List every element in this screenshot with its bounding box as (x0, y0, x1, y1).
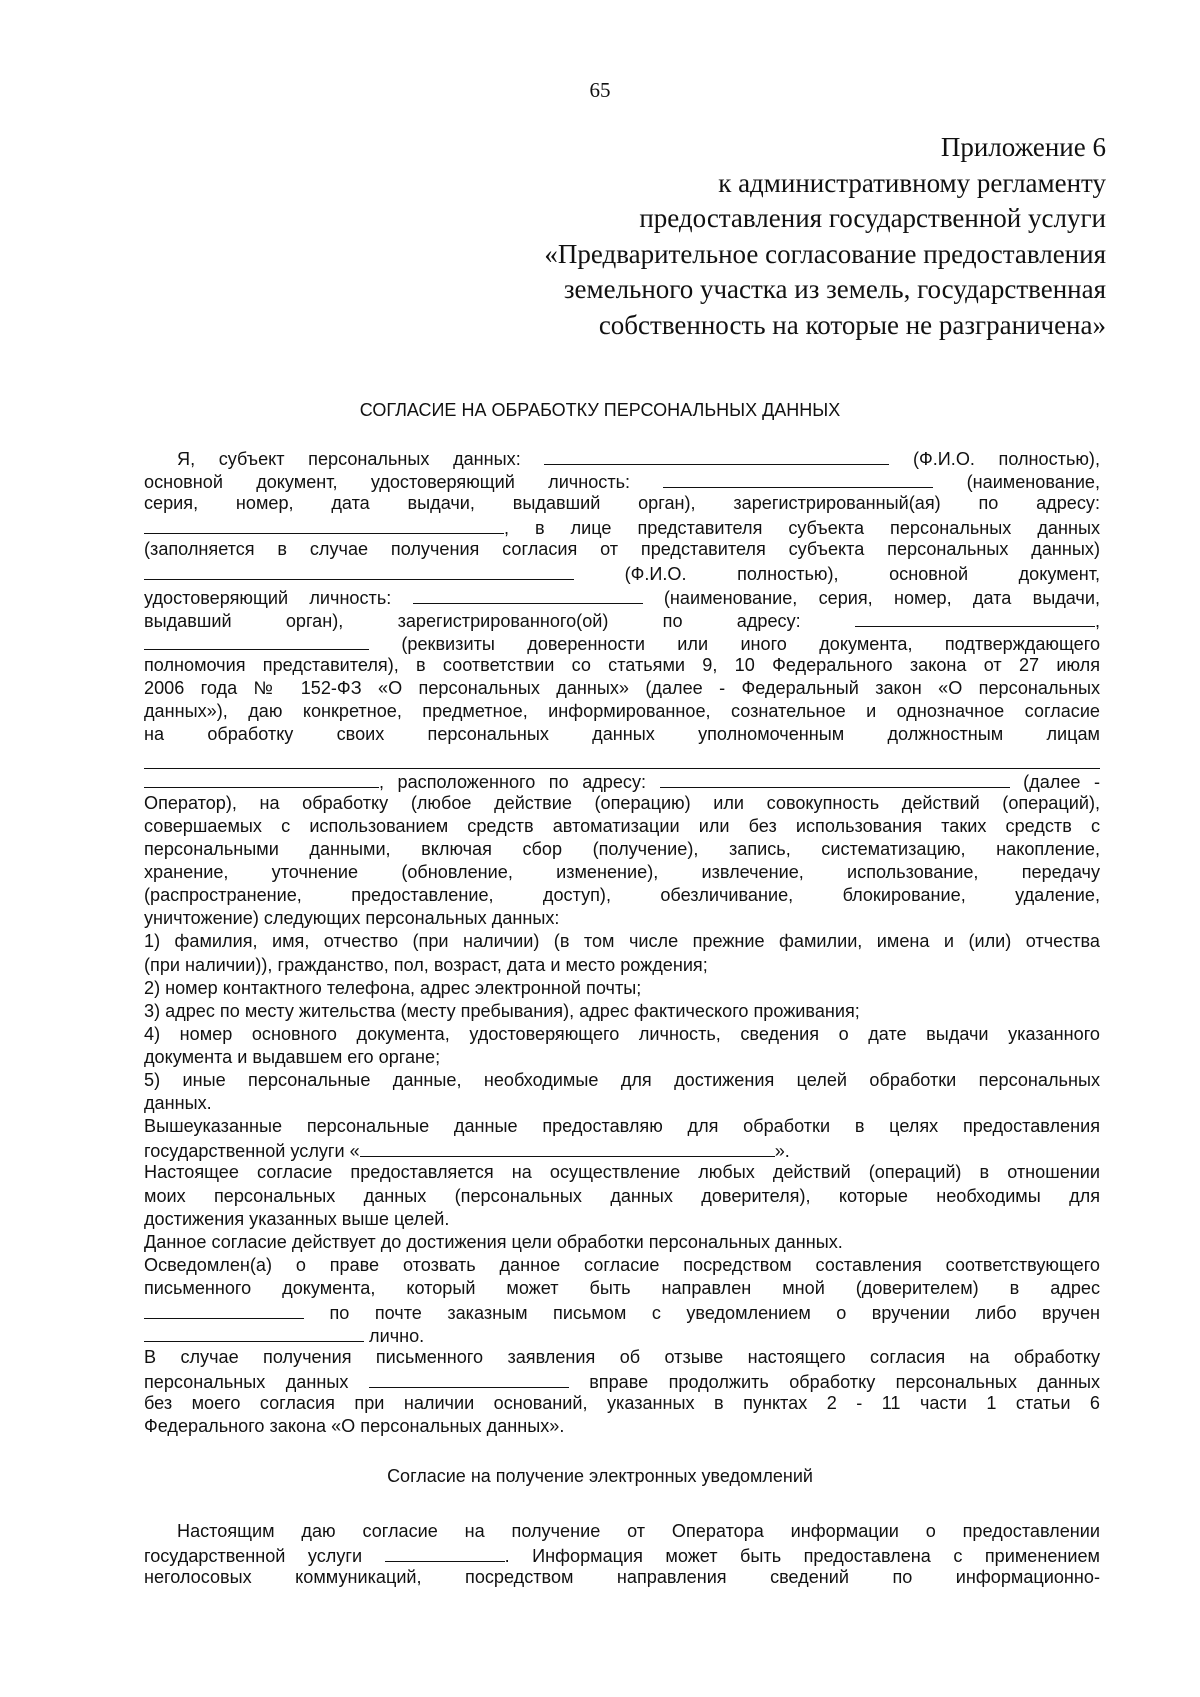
text-line: 2) номер контактного телефона, адрес электронной почты; (144, 977, 642, 998)
text-line: данных»), даю конкретное, предметное, информированное, сознательное и однозначное согласие (144, 701, 1100, 722)
section-subtitle: Согласие на получение электронных уведомлений (387, 1466, 813, 1486)
text-line: Настоящим даю согласие на получение от Оператора информации о предоставлении (177, 1521, 1100, 1541)
blank-field (144, 1300, 304, 1319)
text-line: по почте заказным письмом с уведомлением о вручении либо вручен (144, 1300, 1100, 1323)
text-line: лично. (144, 1323, 1100, 1346)
text-line: моих персональных данных (персональных данных доверителя), которые необходимы для (144, 1185, 1100, 1206)
text-line: персональными данными, включая сбор (получение), запись, систематизацию, накопление, (144, 839, 1100, 860)
blank-field (369, 1369, 569, 1388)
text-line: Осведомлен(а) о праве отозвать данное согласие посредством составления соответствующего (144, 1254, 1100, 1275)
text-line: 2006 года № 152-ФЗ «О персональных данных» (далее - Федеральный закон «О персональных (144, 677, 1100, 698)
text-line: без моего согласия при наличии оснований, указанных в пунктах 2 - 11 части 1 статьи 6 (144, 1393, 1100, 1414)
appendix-line: предоставления государственной услуги (639, 203, 1106, 233)
blank-field (663, 469, 933, 488)
text-line: совершаемых с использованием средств автоматизации или без использования таких средств с (144, 816, 1100, 836)
text-line: Оператор), на обработку (любое действие (операцию) или совокупность действий (операций), (144, 792, 1100, 813)
text-line: данных. (144, 1093, 212, 1114)
text-line: государственной услуги « ». (144, 1138, 1100, 1161)
blank-field (660, 769, 1010, 788)
blank-line (144, 746, 1100, 769)
consent-body (144, 446, 1100, 1439)
blank-field (360, 1138, 775, 1157)
text-line: удостоверяющий личность: (наименование, серия, номер, дата выдачи, (144, 585, 1100, 608)
text-line: государственной услуги . Информация может быть предоставлена с применением (144, 1543, 1100, 1566)
blank-field (855, 608, 1095, 627)
blank-field (385, 1543, 505, 1562)
text-line: (заполняется в случае получения согласия от представителя субъекта персональных данных) (144, 539, 1100, 560)
blank-field (413, 585, 643, 604)
blank-field (144, 561, 574, 580)
notices-body (144, 1520, 1100, 1589)
text-line: Настоящее согласие предоставляется на осуществление любых действий (операций) в отношении (144, 1162, 1100, 1183)
document-title: СОГЛАСИЕ НА ОБРАБОТКУ ПЕРСОНАЛЬНЫХ ДАННЫХ (359, 400, 841, 420)
appendix-line: «Предварительное согласование предоставления (544, 238, 1106, 269)
text-line: выдавший орган), зарегистрированного(ой) по адресу: , (144, 608, 1100, 631)
text-line: серия, номер, дата выдачи, выдавший орган), зарегистрированный(ая) по адресу: (144, 493, 1100, 514)
page-number: 65 (589, 78, 611, 102)
appendix-line: к административному регламенту (718, 167, 1106, 198)
text-line: (при наличии)), гражданство, пол, возраст, дата и место рождения; (144, 954, 708, 975)
text-line: достижения указанных выше целей. (144, 1208, 450, 1229)
blank-field (144, 631, 369, 650)
text-line: 3) адрес по месту жительства (месту пребывания), адрес фактического проживания; (144, 1000, 860, 1021)
appendix-line: земельного участка из земель, государственная (563, 274, 1106, 304)
text-line: Я, субъект персональных данных: (Ф.И.О. полностью), (144, 446, 1100, 469)
text-line: Данное согласие действует до достижения цели обработки персональных данных. (144, 1231, 843, 1252)
text-line: письменного документа, который может быть направлен мной (доверителем) в адрес (144, 1277, 1100, 1298)
text-line: 4) номер основного документа, удостоверяющего личность, сведения о дате выдачи указанного (144, 1023, 1100, 1044)
text-line: документа и выдавшем его органе; (144, 1046, 441, 1067)
text-line: основной документ, удостоверяющий личность: (наименование, (144, 469, 1100, 492)
blank-field (144, 515, 504, 534)
text-line: хранение, уточнение (обновление, изменение), извлечение, использование, передачу (144, 862, 1100, 883)
text-line: (реквизиты доверенности или иного документа, подтверждающего (144, 631, 1100, 654)
text-line: уничтожение) следующих персональных данных: (144, 908, 560, 929)
text-line: неголосовых коммуникаций, посредством направления сведений по информационно- (144, 1567, 1100, 1588)
text-line: , расположенного по адресу: (далее - (144, 769, 1100, 792)
text-line: Вышеуказанные персональные данные предоставляю для обработки в целях предоставления (144, 1116, 1100, 1137)
blank-field (544, 446, 889, 465)
appendix-line: собственность на которые не разграничена» (598, 309, 1106, 340)
text-line: Федерального закона «О персональных данных». (144, 1416, 565, 1437)
text-line: В случае получения письменного заявления об отзыве настоящего согласия на обработку (144, 1347, 1100, 1368)
text-line: (Ф.И.О. полностью), основной документ, (144, 561, 1100, 584)
text-line: персональных данных вправе продолжить обработку персональных данных (144, 1369, 1100, 1392)
appendix-line: Приложение 6 (940, 132, 1106, 162)
text-line: на обработку своих персональных данных уполномоченным должностным лицам (144, 724, 1100, 745)
text-line: 1) фамилия, имя, отчество (при наличии) (в том числе прежние фамилии, имена и (или) отчества (144, 931, 1100, 952)
blank-field (144, 1323, 364, 1342)
blank-field (144, 769, 379, 788)
text-line: 5) иные персональные данные, необходимые для достижения целей обработки персональных (144, 1070, 1100, 1091)
text-line: (распространение, предоставление, доступ), обезличивание, блокирование, удаление, (144, 885, 1100, 906)
text-line: , в лице представителя субъекта персональных данных (144, 515, 1100, 538)
text-line: полномочия представителя), в соответствии со статьями 9, 10 Федерального закона от 27 июля (144, 654, 1100, 675)
appendix-header (544, 130, 1106, 343)
